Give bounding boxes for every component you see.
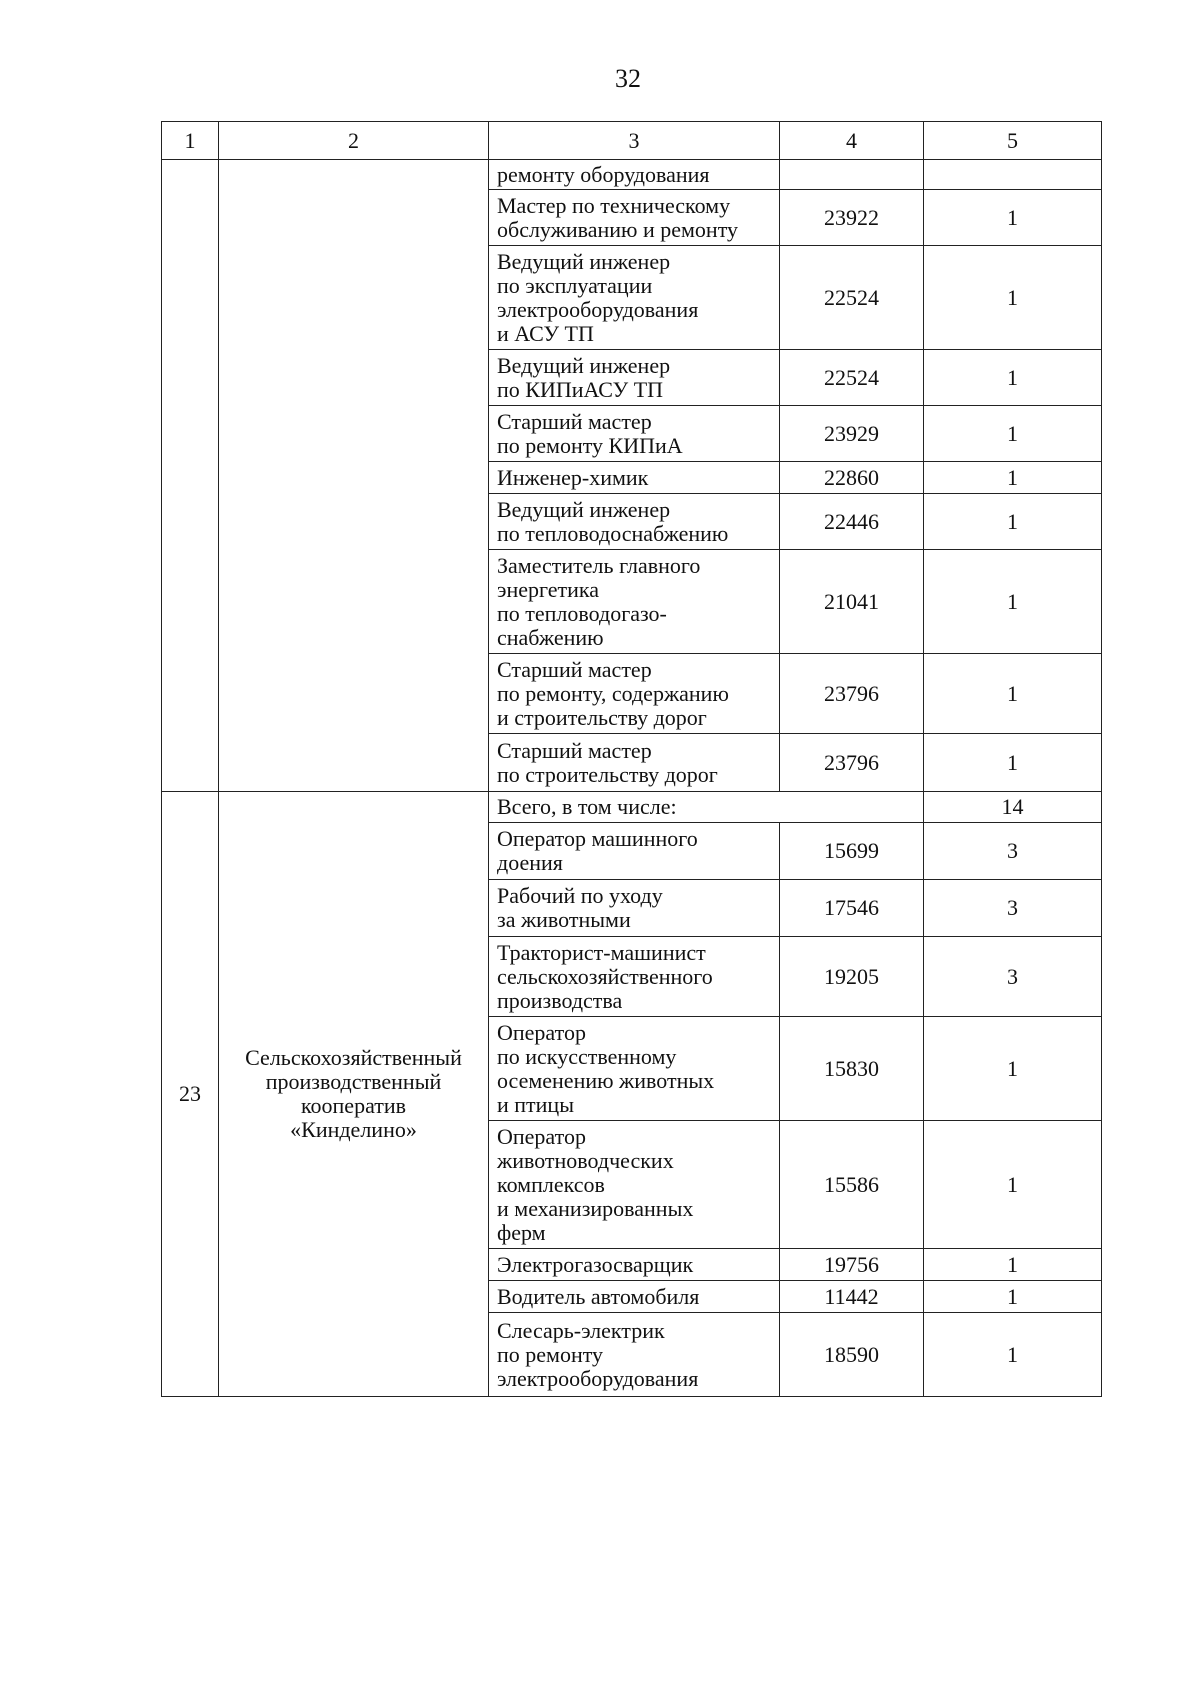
position-code-cell: 22860	[780, 462, 924, 494]
position-count-cell: 1	[924, 1017, 1102, 1121]
organization-cell	[219, 160, 489, 792]
position-name-cell: Рабочий по уходу за животными	[489, 880, 780, 937]
position-count-cell: 3	[924, 823, 1102, 880]
position-code-cell: 15699	[780, 823, 924, 880]
position-code-cell: 23929	[780, 406, 924, 462]
position-count-cell: 1	[924, 190, 1102, 246]
position-name-cell: Старший мастер по ремонту, содержанию и строительству дорог	[489, 654, 780, 734]
header-cell-5: 5	[924, 122, 1102, 160]
header-row	[162, 122, 1102, 160]
position-name-cell: Оператор по искусственному осеменению животных и птицы	[489, 1017, 780, 1121]
header-cell-4: 4	[780, 122, 924, 160]
position-count-cell: 3	[924, 880, 1102, 937]
organization-cell: Сельскохозяйственный производственный кооператив «Кинделино»	[219, 792, 489, 1397]
header-cell-2: 2	[219, 122, 489, 160]
position-name-cell: Старший мастер по строительству дорог	[489, 734, 780, 792]
position-code-cell: 17546	[780, 880, 924, 937]
position-count-cell: 1	[924, 246, 1102, 350]
position-count-cell: 1	[924, 550, 1102, 654]
position-name-cell: Слесарь-электрик по ремонту электрооборудования	[489, 1313, 780, 1397]
position-count-cell	[924, 160, 1102, 190]
position-code-cell: 22524	[780, 350, 924, 406]
position-count-cell: 1	[924, 654, 1102, 734]
position-name-cell: Электрогазосварщик	[489, 1249, 780, 1281]
position-name-cell: Старший мастер по ремонту КИПиА	[489, 406, 780, 462]
position-count-cell: 1	[924, 734, 1102, 792]
position-name-cell: Оператор животноводческих комплексов и механизированных ферм	[489, 1121, 780, 1249]
position-code-cell: 15830	[780, 1017, 924, 1121]
row-number-cell: 23	[162, 792, 219, 1397]
header-cell-3: 3	[489, 122, 780, 160]
row-number-cell	[162, 160, 219, 792]
position-name-cell: Водитель автомобиля	[489, 1281, 780, 1313]
position-count-cell: 1	[924, 350, 1102, 406]
position-code-cell: 15586	[780, 1121, 924, 1249]
position-code-cell	[780, 160, 924, 190]
position-code-cell: 23796	[780, 734, 924, 792]
table-row	[162, 792, 1102, 823]
position-count-cell: 1	[924, 1313, 1102, 1397]
table-row	[162, 160, 1102, 190]
position-count-cell: 1	[924, 406, 1102, 462]
staff-table	[161, 121, 1102, 1397]
total-value-cell: 14	[924, 792, 1102, 823]
position-count-cell: 1	[924, 494, 1102, 550]
position-code-cell: 22446	[780, 494, 924, 550]
position-name-cell: Ведущий инженер по тепловодоснабжению	[489, 494, 780, 550]
position-count-cell: 1	[924, 462, 1102, 494]
header-cell-1: 1	[162, 122, 219, 160]
total-label-cell: Всего, в том числе:	[489, 792, 924, 823]
position-count-cell: 1	[924, 1121, 1102, 1249]
position-name-cell: Ведущий инженер по КИПиАСУ ТП	[489, 350, 780, 406]
page-number: 32	[615, 64, 641, 93]
position-count-cell: 3	[924, 937, 1102, 1017]
position-name-cell: Мастер по техническому обслуживанию и ремонту	[489, 190, 780, 246]
position-code-cell: 23796	[780, 654, 924, 734]
position-code-cell: 18590	[780, 1313, 924, 1397]
position-name-cell: Оператор машинного доения	[489, 823, 780, 880]
position-code-cell: 19205	[780, 937, 924, 1017]
position-code-cell: 11442	[780, 1281, 924, 1313]
position-name-cell: Ведущий инженер по эксплуатации электрооборудования и АСУ ТП	[489, 246, 780, 350]
position-code-cell: 21041	[780, 550, 924, 654]
position-code-cell: 22524	[780, 246, 924, 350]
position-count-cell: 1	[924, 1249, 1102, 1281]
position-code-cell: 23922	[780, 190, 924, 246]
position-name-cell: Инженер-химик	[489, 462, 780, 494]
table-body	[162, 160, 1102, 1397]
position-name-cell: ремонту оборудования	[489, 160, 780, 190]
position-name-cell: Заместитель главного энергетика по тепловодогазо- снабжению	[489, 550, 780, 654]
position-code-cell: 19756	[780, 1249, 924, 1281]
position-name-cell: Тракторист-машинист сельскохозяйственного производства	[489, 937, 780, 1017]
position-count-cell: 1	[924, 1281, 1102, 1313]
